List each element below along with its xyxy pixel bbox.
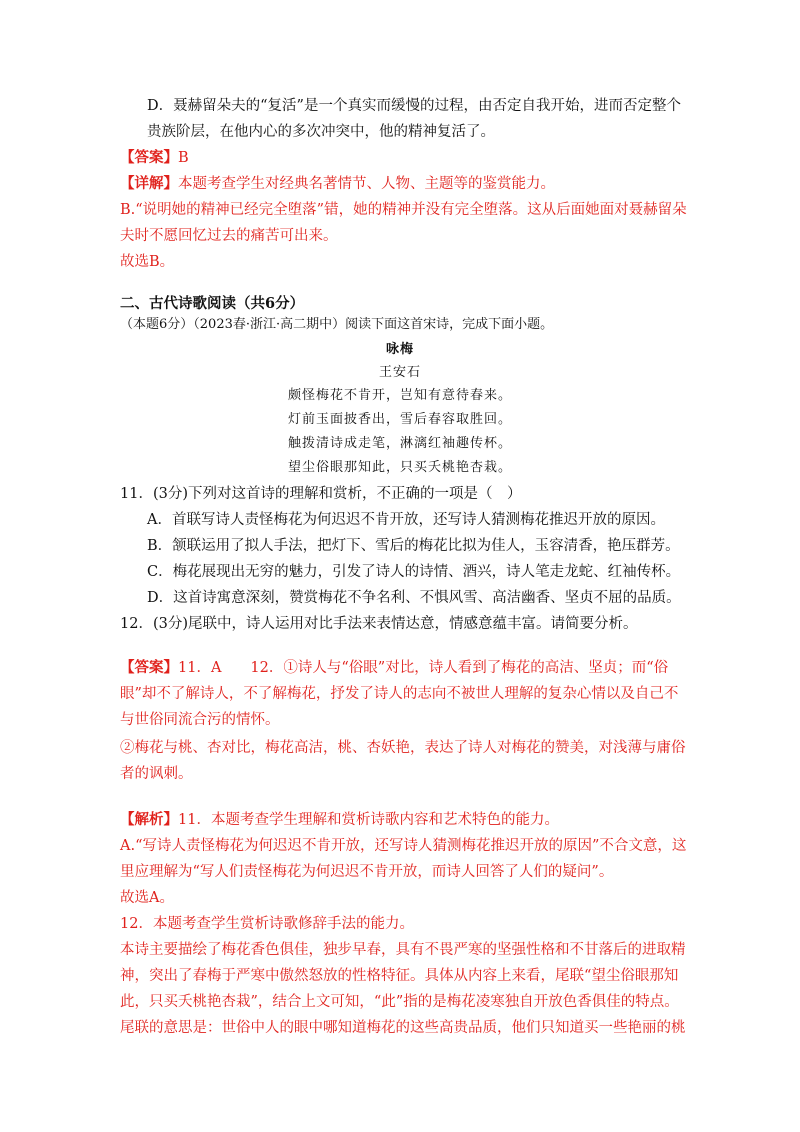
poem-line-1: 颇怪梅花不肯开，岂知有意待春来。 xyxy=(287,388,512,403)
answer-line-5: 者的讽刺。 xyxy=(120,766,193,782)
detail-text: 本题考查学生对经典名著情节、人物、主题等的鉴赏能力。 xyxy=(178,176,555,192)
option-d-line-2: 贵族阶层，在他内心的多次冲突中，他的精神复活了。 xyxy=(147,124,495,140)
option-d-line-1: D．聂赫留朵夫的“复活”是一个真实而缓慢的过程，由否定自我开始，进而否定整个 xyxy=(147,98,681,114)
answer-line-1 xyxy=(120,658,668,678)
analysis-text: 11．本题考查学生理解和赏析诗歌内容和艺术特色的能力。 xyxy=(178,812,559,828)
q12-stem: 12．(3分)尾联中，诗人运用对比手法来表情达意，情感意蕴丰富。请简要分析。 xyxy=(120,616,638,632)
q11-option-a: A．首联写诗人责怪梅花为何迟迟不肯开放，还写诗人猜测梅花推迟开放的原因。 xyxy=(147,512,665,528)
answer-block-tag: 【答案】 xyxy=(120,659,178,676)
answer-block-text: 11．A 12．①诗人与“俗眼”对比，诗人看到了梅花的高洁、坚贞；而“俗 xyxy=(178,660,669,676)
q10-detail-line-4: 故选B。 xyxy=(120,254,175,270)
analysis-line-4: 故选A。 xyxy=(120,890,174,906)
analysis-line-8: 此，只买夭桃艳杏栽”，结合上文可知，“此”指的是梅花凌寒独自开放色香俱佳的特点。 xyxy=(120,994,679,1010)
analysis-line-7: 神，突出了春梅于严寒中傲然怒放的性格特征。具体从内容上来看，尾联“望尘俗眼那知 xyxy=(120,968,679,984)
analysis-line-2: A.“写诗人责怪梅花为何迟迟不肯开放，还写诗人猜测梅花推迟开放的原因”不合文意，这 xyxy=(120,838,687,854)
q11-stem: 11．(3分)下列对这首诗的理解和赏析，不正确的一项是（ ） xyxy=(120,486,522,502)
analysis-line-5: 12．本题考查学生赏析诗歌修辞手法的能力。 xyxy=(120,916,414,932)
q10-detail-line-3: 夫时不愿回忆过去的痛苦可出来。 xyxy=(120,228,338,244)
analysis-line-6: 本诗主要描绘了梅花香色俱佳，独步早春，具有不畏严寒的坚强性格和不甘落后的进取精 xyxy=(120,942,686,958)
q11-option-b: B．颔联运用了拟人手法，把灯下、雪后的梅花比拟为佳人，玉容清香，艳压群芳。 xyxy=(147,538,680,554)
answer-value: B xyxy=(178,150,189,166)
analysis-tag: 【解析】 xyxy=(120,811,178,828)
q10-detail-line-1 xyxy=(120,174,555,194)
analysis-line-9: 尾联的意思是：世俗中人的眼中哪知道梅花的这些高贵品质，他们只知道买一些艳丽的桃 xyxy=(120,1020,686,1036)
analysis-line-1 xyxy=(120,810,559,830)
poem-line-2: 灯前玉面披香出，雪后春容取胜回。 xyxy=(287,412,512,427)
q10-answer xyxy=(120,148,189,168)
section-intro: （本题6分）（2023春·浙江·高二期中）阅读下面这首宋诗，完成下面小题。 xyxy=(120,317,554,332)
poem-title: 咏梅 xyxy=(385,342,414,357)
answer-line-4: ②梅花与桃、杏对比，梅花高洁，桃、杏妖艳，表达了诗人对梅花的赞美，对浅薄与庸俗 xyxy=(120,740,686,756)
section-heading: 二、古代诗歌阅读（共6分） xyxy=(120,295,305,312)
detail-tag: 【详解】 xyxy=(120,175,178,192)
analysis-line-3: 里应理解为“写人们责怪梅花为何迟迟不肯开放，而诗人回答了人们的疑问”。 xyxy=(120,864,614,880)
answer-line-2: 眼”却不了解诗人，不了解梅花，抒发了诗人的志向不被世人理解的复杂心情以及自己不 xyxy=(120,686,679,702)
poem-author: 王安石 xyxy=(378,365,421,380)
q11-option-d: D．这首诗寓意深刻，赞赏梅花不争名利、不惧风雪、高洁幽香、坚贞不屈的品质。 xyxy=(147,590,681,606)
q10-detail-line-2: B.“说明她的精神已经完全堕落”错，她的精神并没有完全堕落。这从后面她面对聂赫留朵 xyxy=(120,202,687,218)
answer-tag: 【答案】 xyxy=(120,149,178,166)
answer-line-3: 与世俗同流合污的情怀。 xyxy=(120,712,280,728)
poem-line-3: 触拨清诗成走笔，淋漓红袖趣传杯。 xyxy=(287,436,512,451)
poem-line-4: 望尘俗眼那知此，只买夭桃艳杏栽。 xyxy=(287,460,512,475)
q11-option-c: C．梅花展现出无穷的魅力，引发了诗人的诗情、酒兴，诗人笔走龙蛇、红袖传杯。 xyxy=(147,564,681,580)
